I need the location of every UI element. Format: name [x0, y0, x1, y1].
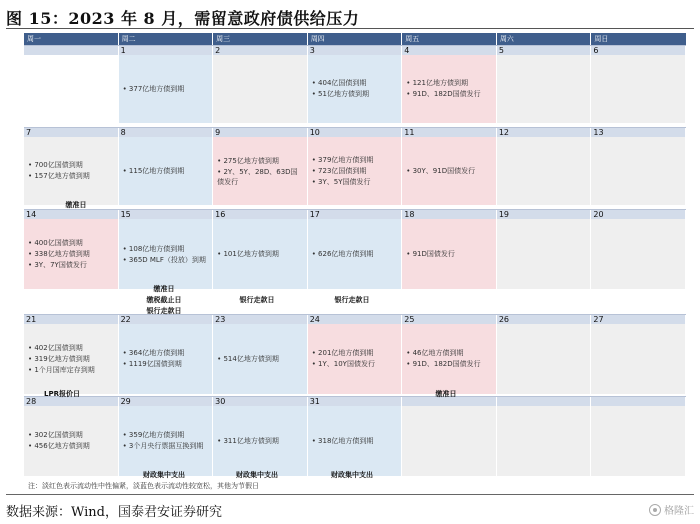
day-cell: [213, 219, 308, 289]
day-cell: [402, 324, 497, 394]
calendar-week: [24, 127, 686, 205]
calendar-week: [24, 209, 686, 289]
weekday-sat: 周六: [497, 33, 592, 45]
day-cell: [213, 137, 308, 205]
date-bar: [24, 45, 686, 55]
date-number: 18: [402, 210, 497, 220]
date-bar: [24, 127, 686, 137]
date-number: 16: [213, 210, 308, 220]
day-cell: [402, 137, 497, 205]
cell-event-line: • 2Y、5Y、28D、63D国债发行: [217, 167, 298, 186]
event-label: 缴税截止日: [146, 296, 182, 304]
cell-event-line: • 338亿地方债到期: [28, 249, 90, 258]
cell-event-line: • 456亿地方债到期: [28, 442, 90, 450]
event-label: 缴准日: [65, 201, 87, 209]
footnote: 注：淡红色表示流动性中性偏紧，淡蓝色表示流动性较宽松，其他为节假日: [28, 482, 259, 490]
date-bar: [24, 314, 686, 324]
cell-event-line: • 365D MLF（投放）到期: [122, 255, 206, 264]
cell-event-line: • 91D、182D国债发行: [406, 360, 481, 368]
cell-event-line: • 275亿地方债到期: [217, 156, 279, 165]
event-label: 财政集中支出: [236, 471, 278, 479]
day-cell: [119, 406, 214, 476]
day-cell: [402, 55, 497, 123]
date-number: 23: [213, 315, 308, 325]
calendar-week: [24, 45, 686, 123]
date-number: 17: [308, 210, 403, 220]
event-label: 财政集中支出: [143, 471, 185, 479]
cell-event-line: • 404亿国债到期: [311, 79, 367, 87]
day-cell: [119, 55, 214, 123]
date-number: 31: [308, 397, 403, 407]
day-cell: [213, 55, 308, 123]
day-cell: [24, 55, 119, 123]
cell-event-line: • 51亿地方债到期: [311, 90, 369, 98]
date-number: 8: [119, 128, 214, 138]
day-cell: [24, 406, 119, 476]
date-number: 11: [402, 128, 497, 138]
watermark-text: 格隆汇: [664, 506, 694, 517]
cell-event-line: • 402亿国债到期: [28, 343, 83, 352]
day-cell: [402, 219, 497, 289]
day-cell: [119, 219, 214, 289]
date-number: 19: [497, 210, 592, 220]
date-number: 26: [497, 315, 592, 325]
day-cell: [213, 406, 308, 476]
date-number: 28: [24, 397, 119, 407]
date-number: 30: [213, 397, 308, 407]
date-number: 20: [591, 210, 686, 220]
date-number: 29: [119, 397, 214, 407]
cell-event-line: • 377亿地方债到期: [122, 84, 185, 93]
date-bar: [24, 209, 686, 219]
cell-event-line: • 101亿地方债到期: [217, 249, 279, 258]
cell-event-line: • 400亿国债到期: [28, 238, 83, 247]
cell-event-line: • 91D国债发行: [406, 249, 455, 258]
cell-event-line: • 3Y、5Y国债发行: [311, 177, 371, 186]
day-cell: [591, 406, 686, 476]
cell-event-line: • 311亿地方债到期: [217, 436, 279, 445]
date-number: 1: [119, 46, 214, 56]
cell-event-line: • 3个月央行票据互换到期: [122, 442, 204, 450]
day-cell: [213, 324, 308, 394]
date-number: 22: [119, 315, 214, 325]
date-number: 13: [591, 128, 686, 138]
day-cell: [24, 137, 119, 205]
date-number: 25: [402, 315, 497, 325]
day-cell: [591, 219, 686, 289]
day-cell: [591, 137, 686, 205]
weekday-tue: 周二: [119, 33, 214, 45]
cell-event-line: • 30Y、91D国债发行: [406, 166, 476, 175]
cell-event-line: • 46亿地方债到期: [406, 349, 464, 357]
cell-event-line: • 379亿地方债到期: [311, 155, 374, 164]
date-number: 4: [402, 46, 497, 56]
cell-event-line: • 1Y、10Y国债发行: [311, 360, 375, 368]
date-number: 14: [24, 210, 119, 220]
cell-event-line: • 723亿国债到期: [311, 166, 367, 175]
weekday-fri: 周五: [402, 33, 497, 45]
cell-event-line: • 157亿地方债到期: [28, 172, 90, 180]
data-source: 数据来源：Wind，国泰君安证券研究: [6, 505, 222, 520]
day-cell: [308, 219, 403, 289]
date-number: 3: [308, 46, 403, 56]
cell-event-line: • 514亿地方债到期: [217, 354, 279, 363]
cell-event-line: • 318亿地方债到期: [311, 436, 374, 445]
weekday-mon: 周一: [24, 33, 119, 45]
event-label: 缴准日: [153, 285, 175, 293]
day-cell: [308, 324, 403, 394]
watermark-logo-icon: [649, 504, 661, 516]
calendar-week: [24, 396, 686, 476]
cell-event-line: • 319亿地方债到期: [28, 354, 90, 363]
event-label: 银行走款日: [334, 296, 370, 304]
date-number: 12: [497, 128, 592, 138]
cell-event-line: • 359亿地方债到期: [122, 431, 185, 439]
date-number: 10: [308, 128, 403, 138]
event-label: LPR报价日: [44, 390, 80, 398]
day-cell: [591, 324, 686, 394]
cell-event-line: • 1个月国库定存到期: [28, 365, 95, 374]
day-cell: [119, 137, 214, 205]
date-number: 24: [308, 315, 403, 325]
day-cell: [308, 137, 403, 205]
cell-event-line: • 364亿地方债到期: [122, 349, 185, 357]
day-cell: [591, 55, 686, 123]
date-number: 6: [591, 46, 686, 56]
cell-event-line: • 91D、182D国债发行: [406, 90, 481, 98]
day-cell: [497, 55, 592, 123]
weekday-sun: 周日: [594, 35, 609, 43]
cell-event-line: • 1119亿国债到期: [122, 360, 182, 368]
event-label: 银行走款日: [146, 307, 182, 315]
cell-event-line: • 201亿地方债到期: [311, 349, 374, 357]
event-label: 财政集中支出: [331, 471, 373, 479]
weekday-wed: 周三: [213, 33, 308, 45]
date-number: 2: [213, 46, 308, 56]
date-number: 27: [591, 315, 686, 325]
cell-event-line: • 626亿地方债到期: [311, 249, 374, 258]
date-bar: [24, 396, 686, 406]
cell-event-line: • 115亿地方债到期: [122, 166, 185, 175]
day-cell: [24, 324, 119, 394]
date-number: 21: [24, 315, 119, 325]
title-divider: [6, 28, 694, 29]
figure-title: 图 15：2023 年 8 月，需留意政府债供给压力: [6, 9, 360, 28]
calendar-week: [24, 314, 686, 394]
day-cell: [497, 219, 592, 289]
event-label: 银行走款日: [239, 296, 275, 304]
event-label: 缴准日: [435, 390, 457, 398]
date-number: 15: [119, 210, 214, 220]
day-cell: [497, 324, 592, 394]
cell-event-line: • 108亿地方债到期: [122, 244, 185, 253]
day-cell: [497, 406, 592, 476]
cell-event-line: • 121亿地方债到期: [406, 79, 468, 87]
day-cell: [308, 55, 403, 123]
weekday-header: [24, 33, 686, 45]
day-cell: [308, 406, 403, 476]
date-number: 7: [24, 128, 119, 138]
date-number: 9: [213, 128, 308, 138]
day-cell: [402, 406, 497, 476]
footer-divider: [6, 494, 694, 495]
date-number: 5: [497, 46, 592, 56]
watermark: [649, 502, 694, 517]
cell-event-line: • 302亿国债到期: [28, 431, 83, 439]
day-cell: [497, 137, 592, 205]
cell-event-line: • 3Y、7Y国债发行: [28, 260, 87, 269]
weekday-thu: 周四: [308, 33, 403, 45]
cell-event-line: • 700亿国债到期: [28, 161, 83, 169]
day-cell: [119, 324, 214, 394]
day-cell: [24, 219, 119, 289]
